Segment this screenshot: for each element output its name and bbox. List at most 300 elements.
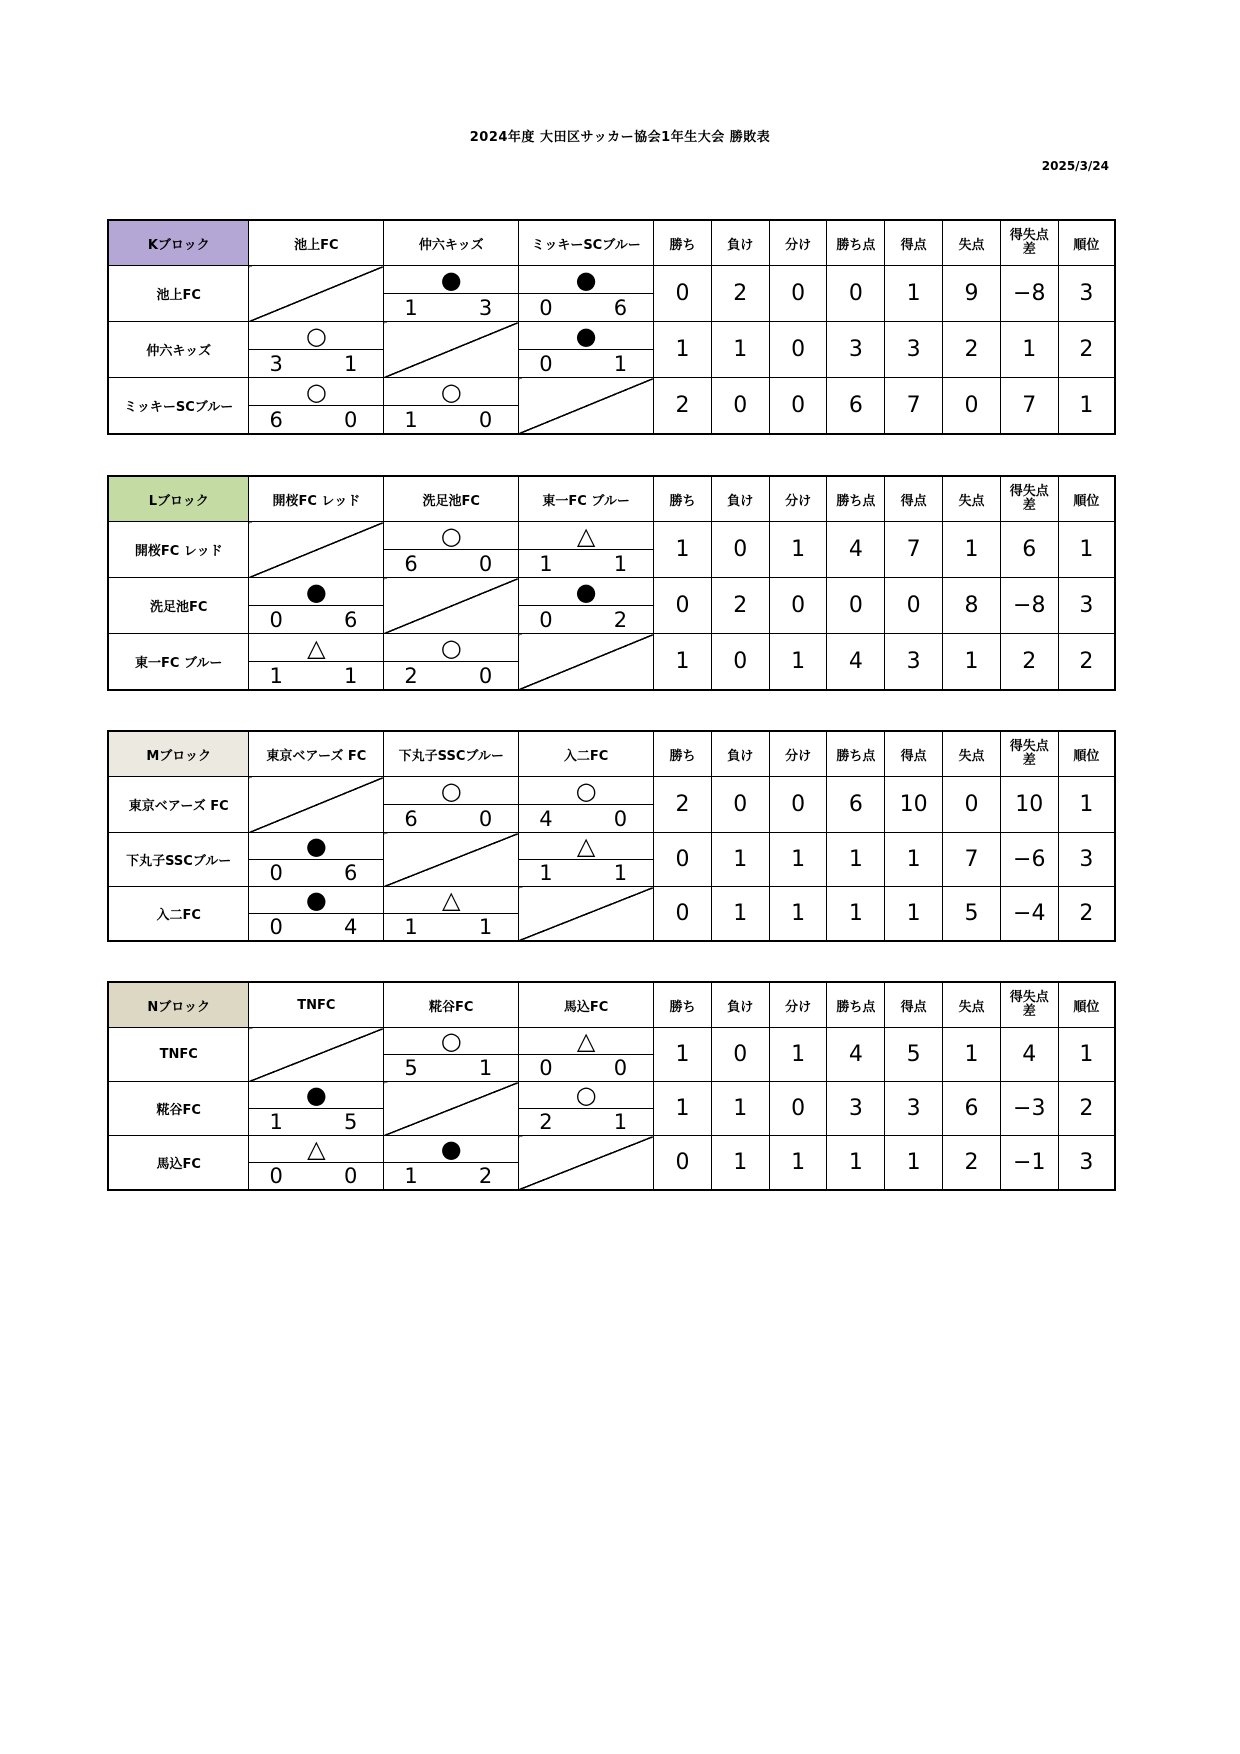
stat-value: 1 — [943, 522, 1001, 578]
result-symbol: ● — [249, 1082, 383, 1109]
team-row — [108, 777, 1115, 833]
stat-column-header: 順位 — [1058, 982, 1115, 1028]
team-row — [108, 378, 1115, 435]
score-opponent: 0 — [478, 806, 493, 831]
stat-value: 0 — [711, 522, 769, 578]
stat-column-header: 分け — [769, 476, 827, 522]
stat-value: 1 — [1058, 378, 1115, 435]
stat-value: 6 — [1000, 522, 1058, 578]
result-symbol: ○ — [249, 378, 383, 406]
team-column-header: TNFC — [249, 982, 384, 1028]
self-match-diagonal — [384, 578, 519, 634]
match-result-cell — [519, 777, 654, 833]
match-score — [519, 1109, 653, 1135]
stat-column-header: 得失点差 — [1000, 982, 1058, 1028]
score-opponent: 0 — [343, 1164, 358, 1188]
match-result-cell — [519, 833, 654, 887]
score-own: 6 — [404, 806, 418, 831]
stat-column-header: 順位 — [1058, 476, 1115, 522]
block-table — [107, 219, 1116, 435]
stat-value: 10 — [1000, 777, 1058, 833]
header-row — [108, 731, 1115, 777]
result-symbol: ● — [384, 266, 518, 294]
team-column-header: 入二FC — [519, 731, 654, 777]
self-match-diagonal — [384, 1082, 519, 1136]
score-opponent: 6 — [343, 607, 358, 632]
score-own: 6 — [404, 551, 418, 576]
stat-value: 1 — [769, 522, 827, 578]
team-column-header: ミッキーSCブルー — [519, 220, 654, 266]
stat-value: 0 — [827, 266, 885, 322]
match-score — [519, 350, 653, 377]
stat-column-header: 得失点差 — [1000, 476, 1058, 522]
stat-value: 1 — [885, 887, 943, 942]
match-score — [249, 914, 383, 940]
team-column-header: 馬込FC — [519, 982, 654, 1028]
team-row-label: 仲六キッズ — [108, 322, 249, 378]
block-name: Lブロック — [108, 476, 249, 522]
match-score — [384, 550, 518, 577]
stat-value: 3 — [1058, 833, 1115, 887]
stat-value: 1 — [711, 833, 769, 887]
stat-value: 6 — [827, 777, 885, 833]
match-result-cell — [519, 322, 654, 378]
match-result-cell — [249, 1082, 384, 1136]
stat-column-header: 負け — [711, 476, 769, 522]
stat-column-header: 得点 — [885, 731, 943, 777]
team-row — [108, 1028, 1115, 1082]
block-name: Kブロック — [108, 220, 249, 266]
score-opponent: 6 — [343, 861, 358, 885]
stat-value: 1 — [711, 1136, 769, 1191]
team-column-header: 開桜FC レッド — [249, 476, 384, 522]
match-score — [249, 1109, 383, 1135]
score-own: 1 — [404, 407, 418, 432]
stat-value: 1 — [1058, 777, 1115, 833]
result-symbol: △ — [519, 833, 653, 860]
stat-value: −3 — [1000, 1082, 1058, 1136]
stat-value: 2 — [711, 578, 769, 634]
score-opponent: 4 — [343, 915, 358, 939]
result-symbol: ○ — [519, 1082, 653, 1109]
block-table — [107, 475, 1116, 691]
team-row — [108, 1082, 1115, 1136]
stat-value: 1 — [827, 833, 885, 887]
score-own: 1 — [404, 295, 418, 320]
result-symbol: ○ — [384, 777, 518, 805]
result-symbol: ● — [249, 833, 383, 860]
stat-value: 1 — [885, 833, 943, 887]
score-own: 2 — [539, 1110, 553, 1134]
stat-column-header: 負け — [711, 220, 769, 266]
stat-value: 1 — [1000, 322, 1058, 378]
score-own: 2 — [404, 663, 418, 688]
stat-column-header: 勝ち点 — [827, 220, 885, 266]
self-match-diagonal — [249, 522, 384, 578]
score-opponent: 5 — [343, 1110, 358, 1134]
team-row — [108, 578, 1115, 634]
team-row-label: 入二FC — [108, 887, 249, 942]
self-match-diagonal — [249, 1028, 384, 1082]
stat-value: 3 — [885, 634, 943, 691]
score-own: 0 — [269, 861, 283, 885]
stat-column-header: 順位 — [1058, 220, 1115, 266]
stat-value: 7 — [943, 833, 1001, 887]
stat-value: 6 — [827, 378, 885, 435]
team-column-header: 下丸子SSCブルー — [384, 731, 519, 777]
team-column-header: 洗足池FC — [384, 476, 519, 522]
match-score — [384, 662, 518, 689]
match-result-cell — [384, 378, 519, 435]
stat-value: 1 — [885, 266, 943, 322]
result-symbol: ○ — [249, 322, 383, 350]
match-score — [249, 350, 383, 377]
match-score — [249, 606, 383, 633]
stat-column-header: 負け — [711, 982, 769, 1028]
match-score — [249, 406, 383, 433]
stat-value: 1 — [827, 1136, 885, 1191]
stat-value: 3 — [885, 1082, 943, 1136]
match-result-cell — [384, 1136, 519, 1191]
stat-value: 4 — [827, 634, 885, 691]
stat-value: 1 — [654, 634, 712, 691]
match-score — [384, 914, 518, 940]
result-symbol: ● — [249, 887, 383, 914]
stat-value: 0 — [654, 1136, 712, 1191]
stat-value: 8 — [943, 578, 1001, 634]
stat-column-header: 勝ち点 — [827, 476, 885, 522]
team-row-label: 馬込FC — [108, 1136, 249, 1191]
stat-column-header: 順位 — [1058, 731, 1115, 777]
stat-value: 4 — [827, 1028, 885, 1082]
stat-column-header: 勝ち点 — [827, 731, 885, 777]
stat-value: 3 — [1058, 266, 1115, 322]
match-score — [384, 805, 518, 832]
stat-column-header: 得点 — [885, 220, 943, 266]
score-opponent: 1 — [343, 663, 358, 688]
result-symbol: △ — [519, 1028, 653, 1055]
stat-value: −6 — [1000, 833, 1058, 887]
score-opponent: 3 — [478, 295, 493, 320]
stat-value: 0 — [769, 777, 827, 833]
result-symbol: ○ — [384, 634, 518, 662]
stat-value: 0 — [769, 322, 827, 378]
team-row — [108, 522, 1115, 578]
stat-value: 1 — [769, 1136, 827, 1191]
stat-value: 0 — [769, 266, 827, 322]
stat-value: 1 — [1058, 522, 1115, 578]
stat-value: 0 — [769, 578, 827, 634]
team-column-header: 池上FC — [249, 220, 384, 266]
stat-value: 10 — [885, 777, 943, 833]
team-row — [108, 266, 1115, 322]
match-result-cell — [384, 887, 519, 942]
score-own: 0 — [269, 1164, 283, 1188]
score-opponent: 1 — [478, 915, 493, 939]
stat-value: 0 — [711, 378, 769, 435]
team-row-label: TNFC — [108, 1028, 249, 1082]
score-opponent: 2 — [613, 607, 628, 632]
stat-value: 1 — [654, 322, 712, 378]
stat-value: 0 — [943, 777, 1001, 833]
stat-value: −8 — [1000, 578, 1058, 634]
score-own: 1 — [539, 551, 553, 576]
stat-value: 2 — [654, 378, 712, 435]
stat-value: 1 — [654, 1028, 712, 1082]
stat-value: 0 — [885, 578, 943, 634]
match-result-cell — [519, 266, 654, 322]
match-score — [384, 1163, 518, 1189]
match-result-cell — [384, 266, 519, 322]
match-score — [519, 805, 653, 832]
team-row — [108, 322, 1115, 378]
stat-value: 2 — [1058, 322, 1115, 378]
stat-value: 3 — [1058, 578, 1115, 634]
match-result-cell — [519, 1028, 654, 1082]
score-own: 1 — [404, 915, 418, 939]
stat-value: 7 — [885, 378, 943, 435]
match-result-cell — [249, 578, 384, 634]
score-own: 0 — [269, 915, 283, 939]
match-result-cell — [384, 777, 519, 833]
stat-value: 1 — [827, 887, 885, 942]
score-own: 1 — [269, 663, 283, 688]
stat-value: 0 — [769, 1082, 827, 1136]
score-own: 3 — [269, 351, 283, 376]
team-row-label: 東一FC ブルー — [108, 634, 249, 691]
stat-value: 9 — [943, 266, 1001, 322]
match-score — [384, 294, 518, 321]
result-symbol: ○ — [384, 1028, 518, 1055]
team-row — [108, 1136, 1115, 1191]
match-result-cell — [249, 887, 384, 942]
match-result-cell — [249, 833, 384, 887]
document-date: 2025/3/24 — [1041, 159, 1109, 173]
self-match-diagonal — [249, 266, 384, 322]
score-own: 0 — [539, 607, 553, 632]
stat-column-header: 失点 — [943, 731, 1001, 777]
score-own: 1 — [404, 1164, 418, 1188]
header-row — [108, 982, 1115, 1028]
team-row-label: 洗足池FC — [108, 578, 249, 634]
match-score — [249, 860, 383, 886]
self-match-diagonal — [519, 887, 654, 942]
score-own: 1 — [269, 1110, 283, 1134]
self-match-diagonal — [519, 378, 654, 435]
result-symbol: ○ — [384, 522, 518, 550]
match-score — [249, 1163, 383, 1189]
stat-value: 0 — [654, 833, 712, 887]
match-result-cell — [249, 378, 384, 435]
score-own: 5 — [404, 1056, 418, 1080]
result-symbol: △ — [519, 522, 653, 550]
score-opponent: 1 — [613, 861, 628, 885]
stat-value: 2 — [1058, 1082, 1115, 1136]
result-symbol: △ — [384, 887, 518, 914]
match-result-cell — [384, 522, 519, 578]
score-own: 1 — [539, 861, 553, 885]
team-column-header: 糀谷FC — [384, 982, 519, 1028]
stat-column-header: 分け — [769, 731, 827, 777]
score-own: 6 — [269, 407, 283, 432]
score-opponent: 1 — [343, 351, 358, 376]
stat-value: 2 — [654, 777, 712, 833]
stat-value: 7 — [885, 522, 943, 578]
stat-value: 5 — [943, 887, 1001, 942]
self-match-diagonal — [519, 1136, 654, 1191]
stat-column-header: 分け — [769, 982, 827, 1028]
score-opponent: 1 — [613, 1110, 628, 1134]
stat-value: −8 — [1000, 266, 1058, 322]
stat-column-header: 失点 — [943, 982, 1001, 1028]
team-row-label: 開桜FC レッド — [108, 522, 249, 578]
stat-column-header: 負け — [711, 731, 769, 777]
result-symbol: ● — [519, 322, 653, 350]
self-match-diagonal — [519, 634, 654, 691]
score-own: 0 — [539, 351, 553, 376]
stat-column-header: 得点 — [885, 982, 943, 1028]
stat-value: 1 — [711, 887, 769, 942]
stat-value: 1 — [1058, 1028, 1115, 1082]
stat-value: 3 — [1058, 1136, 1115, 1191]
team-row-label: 下丸子SSCブルー — [108, 833, 249, 887]
stat-column-header: 勝ち — [654, 220, 712, 266]
match-result-cell — [519, 578, 654, 634]
result-symbol: △ — [249, 634, 383, 662]
stat-value: 2 — [943, 322, 1001, 378]
stat-column-header: 失点 — [943, 220, 1001, 266]
stat-value: 4 — [1000, 1028, 1058, 1082]
block-name: Mブロック — [108, 731, 249, 777]
self-match-diagonal — [249, 777, 384, 833]
match-result-cell — [519, 1082, 654, 1136]
header-row — [108, 220, 1115, 266]
stat-column-header: 勝ち — [654, 731, 712, 777]
stat-value: 2 — [1058, 634, 1115, 691]
stat-value: 1 — [943, 634, 1001, 691]
match-result-cell — [384, 634, 519, 691]
match-score — [519, 1055, 653, 1081]
block-table — [107, 730, 1116, 942]
team-row — [108, 833, 1115, 887]
stat-column-header: 失点 — [943, 476, 1001, 522]
stat-value: 1 — [654, 1082, 712, 1136]
team-row-label: 池上FC — [108, 266, 249, 322]
score-own: 0 — [539, 295, 553, 320]
match-score — [249, 662, 383, 689]
score-own: 0 — [269, 607, 283, 632]
team-row-label: 糀谷FC — [108, 1082, 249, 1136]
stat-value: 1 — [769, 887, 827, 942]
stat-value: 0 — [769, 378, 827, 435]
team-column-header: 仲六キッズ — [384, 220, 519, 266]
score-opponent: 0 — [613, 1056, 628, 1080]
score-opponent: 1 — [478, 1056, 493, 1080]
stat-value: 0 — [711, 777, 769, 833]
stat-value: 1 — [769, 833, 827, 887]
team-column-header: 東京ベアーズ FC — [249, 731, 384, 777]
stat-value: 0 — [654, 266, 712, 322]
score-own: 4 — [539, 806, 553, 831]
stat-value: 0 — [711, 634, 769, 691]
stat-value: 1 — [769, 1028, 827, 1082]
stat-value: 0 — [654, 887, 712, 942]
result-symbol: ● — [249, 578, 383, 606]
score-opponent: 1 — [613, 551, 628, 576]
stat-column-header: 得失点差 — [1000, 220, 1058, 266]
score-opponent: 2 — [478, 1164, 493, 1188]
score-opponent: 6 — [613, 295, 628, 320]
stat-value: 3 — [827, 322, 885, 378]
score-opponent: 0 — [343, 407, 358, 432]
stat-value: 5 — [885, 1028, 943, 1082]
stat-column-header: 得点 — [885, 476, 943, 522]
score-opponent: 0 — [478, 551, 493, 576]
stat-value: 3 — [827, 1082, 885, 1136]
stat-value: −1 — [1000, 1136, 1058, 1191]
stat-column-header: 勝ち点 — [827, 982, 885, 1028]
stat-value: 7 — [1000, 378, 1058, 435]
match-score — [519, 550, 653, 577]
block-table — [107, 981, 1116, 1191]
team-row-label: 東京ベアーズ FC — [108, 777, 249, 833]
result-symbol: ● — [519, 266, 653, 294]
stat-value: 2 — [943, 1136, 1001, 1191]
stat-value: 2 — [1058, 887, 1115, 942]
match-result-cell — [249, 634, 384, 691]
team-column-header: 東一FC ブルー — [519, 476, 654, 522]
stat-value: 0 — [943, 378, 1001, 435]
stat-value: 2 — [711, 266, 769, 322]
stat-value: 0 — [654, 578, 712, 634]
match-score — [519, 606, 653, 633]
header-row — [108, 476, 1115, 522]
result-symbol: △ — [249, 1136, 383, 1163]
result-symbol: ○ — [384, 378, 518, 406]
page-title: 2024年度 大田区サッカー協会1年生大会 勝敗表 — [469, 130, 771, 145]
stat-column-header: 分け — [769, 220, 827, 266]
self-match-diagonal — [384, 833, 519, 887]
match-score — [384, 1055, 518, 1081]
match-score — [519, 860, 653, 886]
stat-value: 1 — [711, 1082, 769, 1136]
result-symbol: ● — [519, 578, 653, 606]
result-symbol: ○ — [519, 777, 653, 805]
stat-value: 1 — [885, 1136, 943, 1191]
match-score — [384, 406, 518, 433]
match-score — [519, 294, 653, 321]
self-match-diagonal — [384, 322, 519, 378]
stat-value: 1 — [769, 634, 827, 691]
result-symbol: ● — [384, 1136, 518, 1163]
stat-column-header: 勝ち — [654, 476, 712, 522]
stat-value: 1 — [711, 322, 769, 378]
stat-value: 6 — [943, 1082, 1001, 1136]
score-opponent: 1 — [613, 351, 628, 376]
stat-column-header: 勝ち — [654, 982, 712, 1028]
score-opponent: 0 — [478, 663, 493, 688]
match-result-cell — [249, 1136, 384, 1191]
score-opponent: 0 — [613, 806, 628, 831]
score-own: 0 — [539, 1056, 553, 1080]
team-row-label: ミッキーSCブルー — [108, 378, 249, 435]
stat-value: 0 — [827, 578, 885, 634]
stat-value: 2 — [1000, 634, 1058, 691]
stat-column-header: 得失点差 — [1000, 731, 1058, 777]
stat-value: 0 — [711, 1028, 769, 1082]
score-opponent: 0 — [478, 407, 493, 432]
team-row — [108, 634, 1115, 691]
